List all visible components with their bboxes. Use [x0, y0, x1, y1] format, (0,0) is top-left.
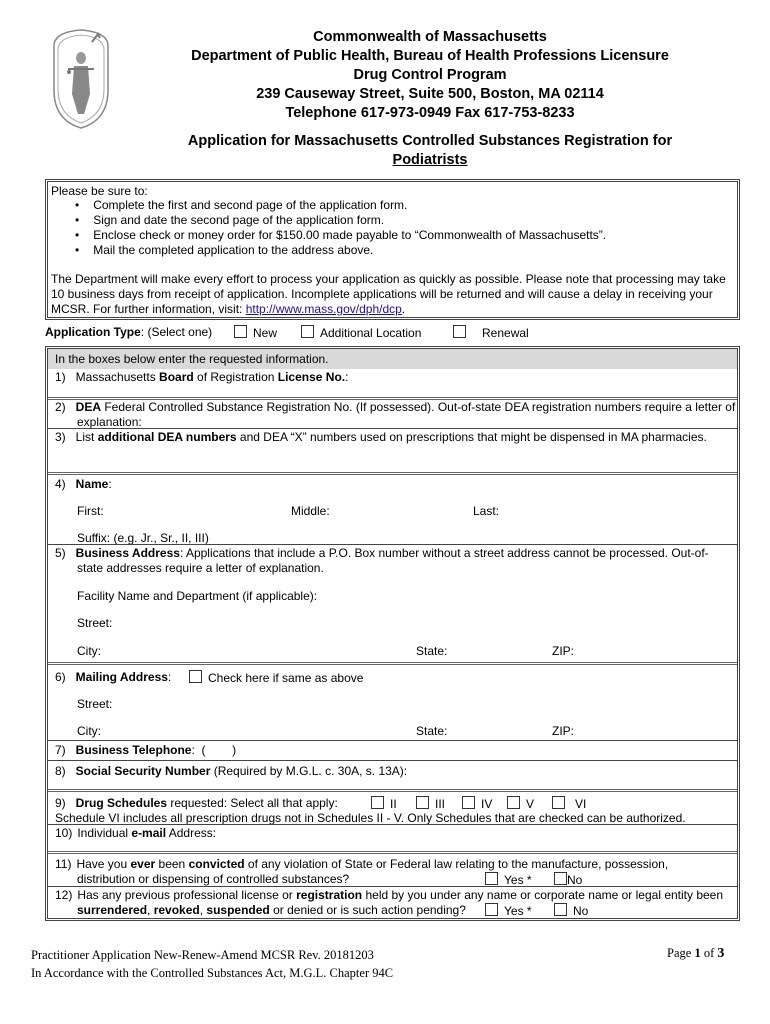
mailing-city-field[interactable]: City: — [77, 724, 101, 738]
visit-text: MCSR. For further information, visit: — [51, 302, 246, 316]
q12-text-a: Has any previous professional license or — [77, 888, 297, 902]
q4-label: Name — [75, 477, 109, 491]
page-of: of — [700, 946, 718, 960]
option-renewal[interactable] — [453, 325, 529, 340]
form-header-note: In the boxes below enter the requested information. — [55, 352, 329, 366]
middle-name-field[interactable]: Middle: — [291, 504, 330, 518]
processing-note-line1: The Department will make every effort to process your application as quickly as possible. Please note that processing may take — [51, 272, 726, 286]
schedule-iii-option[interactable] — [416, 796, 445, 811]
page-indicator — [667, 946, 724, 962]
q10-text-a: Individual — [77, 826, 132, 840]
application-type-row — [45, 325, 212, 339]
q6-mailing-address — [55, 670, 171, 684]
schedule-iii-label: III — [435, 797, 446, 811]
q12-text-g: , — [199, 903, 207, 917]
q11-no-option[interactable] — [554, 872, 582, 887]
row-divider — [48, 740, 737, 741]
schedule-vi-label: VI — [575, 797, 587, 811]
row-divider — [48, 472, 737, 475]
schedule-vi-option[interactable] — [552, 796, 586, 811]
schedule-iv-label: IV — [481, 797, 493, 811]
q4-name — [55, 477, 112, 491]
q3-additional-dea[interactable] — [55, 430, 707, 444]
q8-label: Social Security Number — [75, 764, 211, 778]
option-new-label: New — [253, 326, 278, 340]
q1-text-b: Board — [159, 370, 194, 384]
q4-colon: : — [108, 477, 112, 491]
row-divider — [48, 760, 737, 761]
q11-text-e: of any violation of State or Federal law relating to the manufacture, possession, — [244, 857, 669, 871]
same-as-above-checkbox[interactable] — [189, 670, 202, 683]
last-name-field[interactable]: Last: — [473, 504, 500, 518]
q8-text: (Required by M.G.L. c. 30A, s. 13A): — [210, 764, 408, 778]
q5-business-address — [55, 546, 709, 560]
facility-name-field[interactable]: Facility Name and Department (if applicable): — [77, 589, 318, 603]
q12-yes-option[interactable] — [485, 903, 532, 918]
schedule-v-option[interactable] — [507, 796, 534, 811]
q3-text-a: List — [75, 430, 98, 444]
bullet-4-text: Mail the completed application to the address above. — [93, 243, 374, 257]
q2-bold: DEA — [75, 400, 102, 414]
q12-line2 — [77, 903, 466, 917]
schedule-vi-checkbox[interactable] — [552, 796, 565, 809]
row-divider — [48, 544, 737, 545]
bullet-2: • Sign and date the second page of the application form. — [75, 213, 385, 227]
schedule-iv-option[interactable] — [462, 796, 492, 811]
footer-act: In Accordance with the Controlled Substances Act, M.G.L. Chapter 94C — [31, 966, 394, 980]
header-line-commonwealth: Commonwealth of Massachusetts — [313, 29, 547, 45]
q10-email[interactable] — [55, 826, 216, 840]
business-zip-field[interactable]: ZIP: — [552, 644, 575, 658]
q2-text-2: explanation: — [77, 415, 142, 429]
option-new[interactable] — [234, 325, 277, 340]
visit-period: . — [401, 302, 406, 316]
q8-number: 8) — [55, 764, 66, 778]
q1-text-d: License No. — [277, 370, 346, 384]
bullet-3-text: Enclose check or money order for $150.00 made payable to “Commonwealth of Massachusetts”. — [93, 228, 607, 242]
q1-text-e: : — [345, 370, 349, 384]
same-as-above-option[interactable] — [189, 670, 363, 685]
q12-no-option[interactable] — [554, 903, 588, 918]
q11-text-b: ever — [130, 857, 156, 871]
business-city-field[interactable]: City: — [77, 644, 101, 658]
q8-ssn[interactable] — [55, 764, 407, 778]
page-word: Page — [667, 946, 695, 960]
page-total: 3 — [717, 946, 725, 961]
bullet-1: • Complete the first and second page of the application form. — [75, 198, 408, 212]
q1-text-a: Massachusetts — [75, 370, 160, 384]
q12-yes-label: Yes * — [504, 904, 532, 918]
q9-label: Drug Schedules — [75, 796, 168, 810]
q9-schedule-note: Schedule VI includes all prescription drugs not in Schedules II - V. Only Schedules that are checked can be authorized. — [55, 811, 686, 825]
q3-bold: additional DEA numbers — [97, 430, 237, 444]
form-title: Application for Massachusetts Controlled Substances Registration for — [187, 133, 673, 149]
q5-label: Business Address — [75, 546, 180, 560]
q11-yes-label: Yes * — [504, 873, 532, 887]
q5-number: 5) — [55, 546, 66, 560]
schedule-v-checkbox[interactable] — [507, 796, 520, 809]
option-additional-location[interactable] — [301, 325, 421, 340]
row-divider — [48, 851, 737, 854]
form-title-podiatrists: Podiatrists — [392, 152, 468, 168]
q10-bold: e-mail — [131, 826, 167, 840]
header-line-department: Department of Public Health, Bureau of Health Professions Licensure — [191, 48, 669, 64]
q5-text-2: state addresses require a letter of explanation. — [77, 561, 324, 575]
mailing-state-field[interactable]: State: — [416, 724, 448, 738]
q2-text-1: Federal Controlled Substance Registration No. (If possessed). Out-of-state DEA registration numbers require a letter of — [101, 400, 736, 414]
mailing-zip-field[interactable]: ZIP: — [552, 724, 575, 738]
q12-text-b: registration — [296, 888, 363, 902]
row-divider — [48, 662, 737, 665]
q12-number: 12) — [55, 888, 73, 902]
q11-line2: distribution or dispensing of controlled substances? — [77, 872, 350, 886]
q5-text-1: : Applications that include a P.O. Box number without a street address cannot be processed. Out-of- — [179, 546, 709, 560]
q9-drug-schedules — [55, 796, 338, 810]
footer-revision: Practitioner Application New-Renew-Amend MCSR Rev. 20181203 — [31, 948, 374, 962]
q12-text-i: or denied or is such action pending? — [269, 903, 466, 917]
q7-number: 7) — [55, 743, 66, 757]
q10-number: 10) — [55, 826, 73, 840]
schedule-iv-checkbox[interactable] — [462, 796, 475, 809]
row-divider — [48, 824, 737, 825]
application-type-label: Application Type — [45, 325, 141, 339]
q11-yes-option[interactable] — [485, 872, 532, 887]
q7-business-telephone[interactable] — [55, 743, 236, 757]
q4-number: 4) — [55, 477, 66, 491]
q1-board-license[interactable] — [55, 370, 348, 384]
dcp-link[interactable]: http://www.mass.gov/dph/dcp — [245, 302, 402, 316]
bullet-3: • Enclose check or money order for $150.00 made payable to “Commonwealth of Massachusetts”. — [75, 228, 607, 242]
option-renewal-label: Renewal — [482, 326, 529, 340]
massachusetts-seal-logo — [48, 24, 114, 132]
q12-no-label: No — [573, 904, 589, 918]
mailing-street-field[interactable]: Street: — [77, 697, 113, 711]
q11-text-d: convicted — [188, 857, 245, 871]
instructions-intro: Please be sure to: — [51, 184, 148, 198]
processing-note-line2: 10 business days from receipt of application. Incomplete applications will be returned and will cause a delay in receiving your — [51, 287, 713, 301]
processing-note-line3 — [51, 302, 405, 316]
header-line-address: 239 Causeway Street, Suite 500, Boston, MA 02114 — [256, 86, 604, 102]
q1-text-c: of Registration — [193, 370, 278, 384]
bullet-4: • Mail the completed application to the address above. — [75, 243, 374, 257]
q6-colon: : — [167, 670, 172, 684]
q12-text-f: revoked — [153, 903, 200, 917]
schedule-ii-checkbox[interactable] — [371, 796, 384, 809]
q11-number: 11) — [55, 857, 72, 871]
q12-text-h: suspended — [206, 903, 270, 917]
q9-text: requested: Select all that apply: — [167, 796, 338, 810]
bullet-2-text: Sign and date the second page of the application form. — [93, 213, 385, 227]
page-number: 1 — [694, 946, 701, 960]
schedule-ii-option[interactable] — [371, 796, 397, 811]
suffix-field[interactable]: Suffix: (e.g. Jr., Sr., II, III) — [77, 531, 209, 545]
business-state-field[interactable]: State: — [416, 644, 448, 658]
q6-number: 6) — [55, 670, 66, 684]
q12-no-checkbox[interactable] — [554, 903, 567, 916]
application-type-hint: : (Select one) — [140, 325, 213, 339]
q12-surrendered — [55, 888, 723, 902]
q6-label: Mailing Address — [75, 670, 168, 684]
schedule-v-label: V — [526, 797, 535, 811]
q7-label: Business Telephone — [75, 743, 192, 757]
q12-text-c: held by you under any name or corporate name or legal entity been — [362, 888, 724, 902]
q11-convicted — [55, 857, 668, 871]
q11-no-label: No — [567, 873, 583, 887]
first-name-field[interactable]: First: — [77, 504, 104, 518]
header-line-phone: Telephone 617-973-0949 Fax 617-753-8233 — [285, 105, 575, 121]
q11-yes-checkbox[interactable] — [485, 872, 498, 885]
q3-text-c: and DEA “X” numbers used on prescriptions that might be dispensed in MA pharmacies. — [236, 430, 707, 444]
header-line-program: Drug Control Program — [353, 67, 507, 83]
q9-number: 9) — [55, 796, 66, 810]
renewal-checkbox[interactable] — [453, 325, 466, 338]
same-as-above-label: Check here if same as above — [208, 671, 364, 685]
schedule-ii-label: II — [390, 797, 397, 811]
bullet-1-text: Complete the first and second page of the application form. — [93, 198, 408, 212]
q12-text-e: , — [147, 903, 154, 917]
q10-text-c: Address: — [166, 826, 217, 840]
q12-text-d: surrendered — [77, 903, 148, 917]
q2-number: 2) — [55, 400, 66, 414]
q1-number: 1) — [55, 370, 66, 384]
row-divider — [48, 886, 737, 887]
q12-yes-checkbox[interactable] — [485, 903, 498, 916]
new-checkbox[interactable] — [234, 325, 247, 338]
q7-text: : ( ) — [191, 743, 237, 757]
q3-number: 3) — [55, 430, 66, 444]
row-divider — [48, 428, 737, 429]
q11-no-checkbox[interactable] — [554, 872, 567, 885]
row-divider — [48, 789, 737, 792]
schedule-iii-checkbox[interactable] — [416, 796, 429, 809]
option-additional-location-label: Additional Location — [320, 326, 422, 340]
business-street-field[interactable]: Street: — [77, 616, 113, 630]
q11-text-a: Have you — [76, 857, 131, 871]
q11-text-c: been — [155, 857, 189, 871]
additional-location-checkbox[interactable] — [301, 325, 314, 338]
q2-dea[interactable] — [55, 400, 735, 414]
